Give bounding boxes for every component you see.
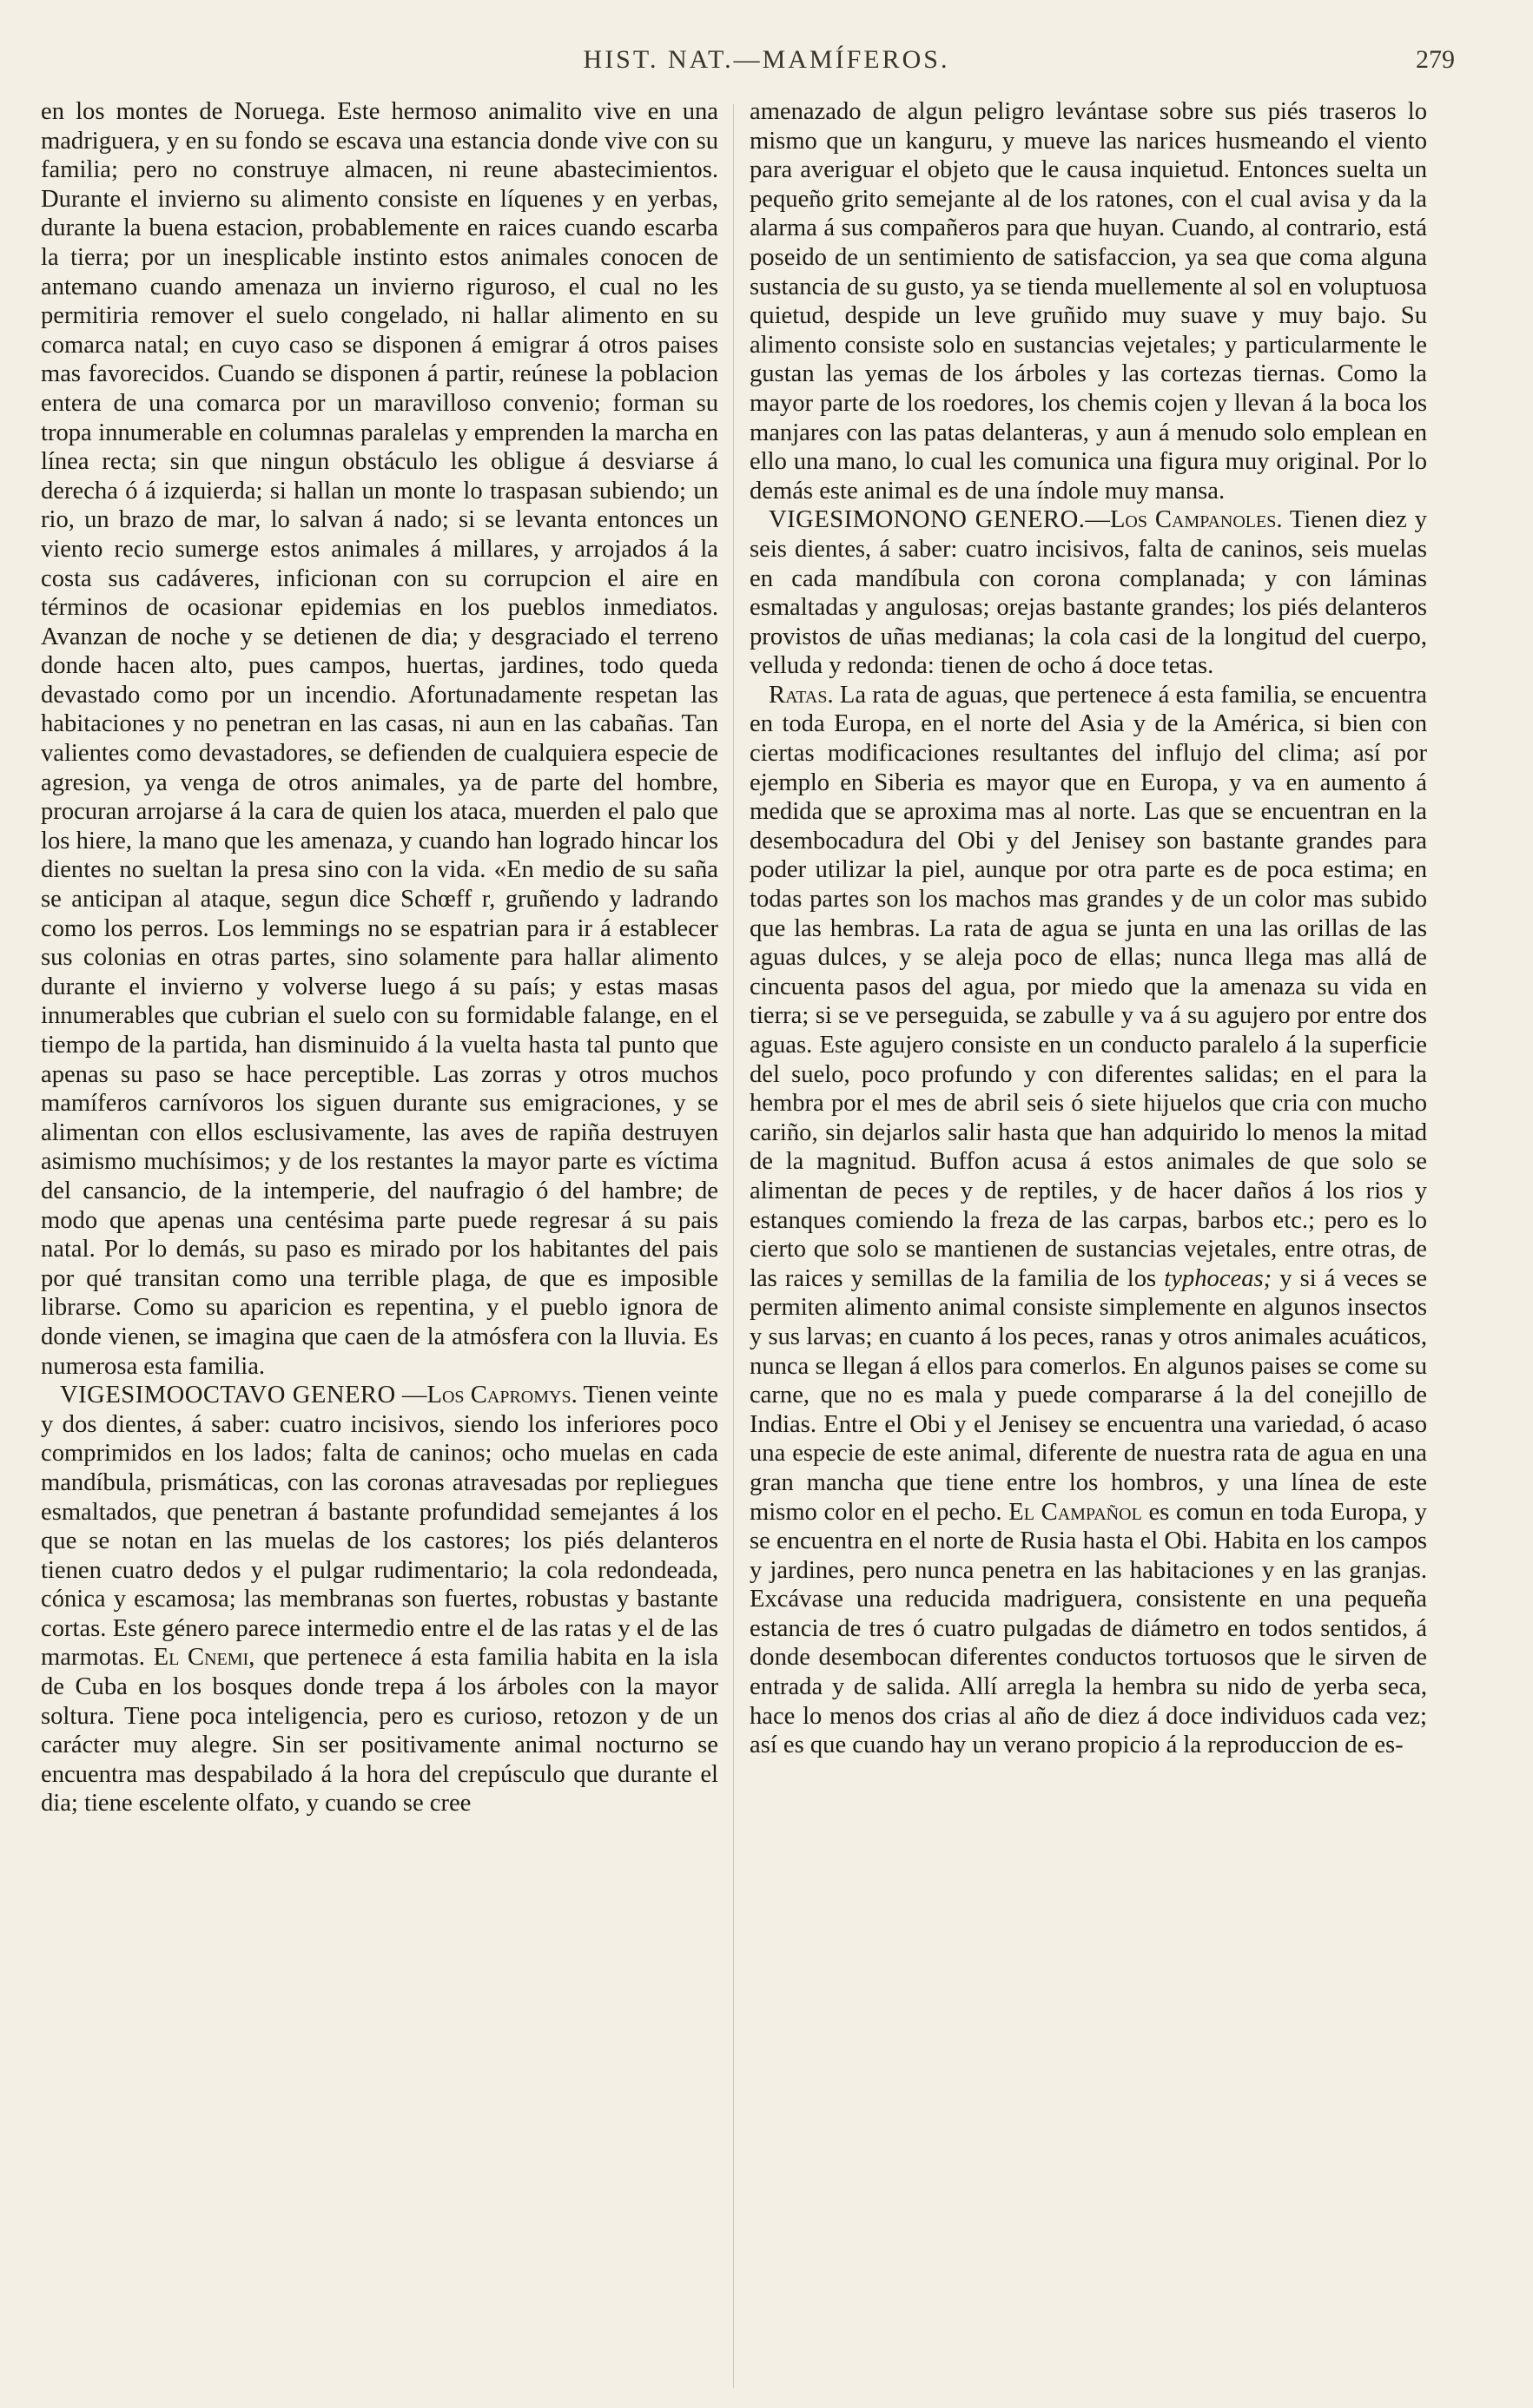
campanol-text: es comun en toda Europa, y se encuentra en el norte de Rusia hasta el Obi. Habita en los campos y jardines, pero nunca penetra en las habitaciones y en las granjas. Excávase una reducida madriguera, consistente en una pequeña estancia de tres ó cuatro pulgadas de diámetro en todos sentidos, á donde desembocan diferentes conductos tortuosos que le sirven de entrada y de salida. Allí arregla la hembra su nido de yerba seca, hace lo menos dos crias al año de diez á doce individuos cada vez; así es que cuando hay un verano propicio á la reproduccion de es- <box>750 1498 1427 1759</box>
left-column <box>41 97 718 1818</box>
genus-29-paragraph: VIGESIMONONO GENERO.—Los Campanoles. Tienen diez y seis dientes, á saber: cuatro incisivos, falta de caninos, seis muelas en cada mandíbula con corona complanada; y con láminas esmaltadas y angulosas; orejas bastante grandes; los piés delanteros provistos de uñas medianas; la cola casi de la longitud del cuerpo, velluda y redonda: tienen de ocho á doce tetas. <box>750 506 1427 680</box>
campanol-name: El Campañol <box>1008 1498 1142 1526</box>
genus-29-name: Los Campanoles. <box>1109 506 1283 534</box>
lemming-paragraph: en los montes de Noruega. Este hermoso animalito vive en una madriguera, y en su fondo se escava una estancia donde vive con su familia; pero no construye almacen, ni reune abastecimientos. Durante el invierno su alimento consiste en líquenes y en yerbas, durante la buena estacion, probablemente en raices cuando escarba la tierra; por un inesplicable instinto estos animales conocen de antemano cuando amenaza un invierno riguroso, el cual no les permitiria remover el suelo congelado, ni hallar alimento en su comarca natal; en cuyo caso se disponen á emigrar á otros paises mas favorecidos. Cuando se disponen á partir, reúnese la poblacion entera de una comarca por un maravilloso convenio; forman su tropa innumerable en columnas paralelas y emprenden la marcha en línea recta; sin que ningun obstáculo les obligue á desviarse á derecha ó á izquierda; si hallan un monte lo traspasan subiendo; un rio, un brazo de mar, lo salvan á nado; si se levanta entonces un viento recio sumerge estos animales á millares, y arrojados á la costa sus cadáveres, inficionan con su corrupcion el aire en términos de ocasionar epidemias en los pueblos inmediatos. Avanzan de noche y se detienen de dia; y desgraciado el terreno donde hacen alto, pues campos, huertas, jardines, todo queda devastado como por un incendio. Afortunadamente respetan las habitaciones y no penetran en las casas, ni aun en las cabañas. Tan valientes como devastadores, se defienden de cualquiera especie de agresion, ya venga de otros animales, ya de parte del hombre, procuran arrojarse á la cara de quien los ataca, muerden el palo que los hiere, la mano que les amenaza, y cuando han logrado hincar los dientes no sueltan la presa sino con la vida. «En medio de su saña se anticipan al ataque, segun dice Schœff r, gruñendo y ladrando como los perros. Los lemmings no se espatrian para ir á establecer sus colonias en otras partes, sino solamente para hallar alimento durante el invierno y volverse luego á su país; y estas masas innumerables que cubrian el suelo con su formidable falange, en el tiempo de la partida, han disminuido á la vuelta hasta tal punto que apenas su paso se hace perceptible. Las zorras y otros muchos mamíferos carnívoros los siguen durante sus emigraciones, y se alimentan con ellos esclusivamente, las aves de rapiña destruyen asimismo muchísimos; y de los restantes la mayor parte es víctima del cansancio, de la intemperie, del naufragio ó del hambre; de modo que apenas una centésima parte puede regresar á su pais natal. Por lo demás, su paso es mirado por los habitantes del pais por qué transitan como una terrible plaga, de que es imposible librarse. Como su aparicion es repentina, y el pueblo ignora de donde vienen, se imagina que caen de la atmósfera con la lluvia. Es numerosa esta familia. <box>41 98 718 1380</box>
genus-28-heading: VIGESIMOOCTAVO GENERO <box>60 1382 396 1409</box>
genus-29-heading: VIGESIMONONO GENERO. <box>769 506 1086 534</box>
ratas-text: La rata de aguas, que pertenece á esta familia, se encuentra en toda Europa, en el norte del Asia y de la América, si bien con ciertas modificaciones resultantes del influjo del clima; así por ejemplo en Siberia es mayor que en Europa, y va en aumento á medida que se aproxima mas al norte. Las que se encuentran en la desembocadura del Obi y del Jenisey son bastante grandes para poder utilizar la piel, aunque por otra parte es de poca estima; en todas partes son los machos mas grandes y de un color mas subido que las hembras. La rata de agua se junta en una las orillas de las aguas dulces, y se aleja poco de ellas; nunca llega mas allá de cincuenta pasos del agua, por miedo que la amenaza su vida en tierra; si se ve perseguida, se zabulle y va á su agujero por entre dos aguas. Este agujero consiste en un conducto paralelo á la superficie del suelo, poco profundo y con diferentes salidas; en el para la hembra por el mes de abril seis ó siete hijuelos que cria con mucho cariño, sin dejarlos salir hasta que han adquirido lo menos la mitad de la magnitud. Buffon acusa á estos animales de que solo se alimentan de peces y de reptiles, y de hacer daños á los rios y estanques comiendo la freza de las carpas, barbos etc.; pero es lo cierto que solo se mantienen de sustancias vejetales, entre otras, de las raices y semillas de la familia de los <box>750 681 1427 1292</box>
cnemi-continued-paragraph: amenazado de algun peligro levántase sobre sus piés traseros lo mismo que un kanguru, y mueve las narices husmeando el viento para averiguar el objeto que le causa inquietud. Entonces suelta un pequeño grito semejante al de los ratones, con el cual avisa y da la alarma á sus compañeros para que huyan. Cuando, al contrario, está poseido de un sentimiento de satisfaccion, ya sea que coma alguna sustancia de su gusto, ya se tienda muellemente al sol en voluptuosa quietud, despide un leve gruñido muy suave y muy bajo. Su alimento consiste solo en sustancias vejetales; y particularmente le gustan las yemas de los árboles y las cortezas tiernas. Como la mayor parte de los roedores, los chemis cojen y llevan á la boca los manjares con las patas delanteras, y aun á menudo solo emplean en ello una mano, lo cual les comunica una figura muy original. Por lo demás este animal es de una índole muy mansa. <box>750 98 1427 505</box>
right-column <box>750 97 1427 1760</box>
ratas-italic-term: typhoceas; <box>1164 1264 1272 1292</box>
genus-28-text: Tienen veinte y dos dientes, á saber: cuatro incisivos, siendo los inferiores poco comprimidos en los lados; falta de caninos; ocho muelas en cada mandíbula, prismáticas, con las coronas atravesadas por repliegues esmaltados, que penetran á bastante profundidad semejantes á los que se notan en las muelas de los castores; los piés delanteros tienen cuatro dedos y el pulgar rudimentario; la cola redondeada, cónica y escamosa; las membranas son fuertes, robustas y bastante cortas. Este género parece intermedio entre el de las ratas y el de las marmotas. <box>41 1382 718 1672</box>
ratas-paragraph <box>750 681 1427 1760</box>
column-divider <box>733 104 734 2388</box>
ratas-name: Ratas. <box>769 681 834 709</box>
cnemi-name: El Cnemi, <box>153 1644 255 1672</box>
genus-28-name: Los Capromys. <box>426 1382 578 1409</box>
running-title: HIST. NAT.—MAMÍFEROS. <box>583 45 950 74</box>
page-number: 279 <box>1416 45 1455 74</box>
cnemi-text: que pertenece á esta familia habita en la isla de Cuba en los bosques donde trepa á los árboles con la mayor soltura. Tiene poca inteligencia, pero es curioso, retozon y de un carácter muy alegre. Sin ser positivamente animal nocturno se encuentra mas despabilado á la hora del crepúsculo que durante el dia; tiene escelente olfato, y cuando se cree <box>41 1644 719 1818</box>
genus-28-paragraph: VIGESIMOOCTAVO GENERO —Los Capromys. Tienen veinte y dos dientes, á saber: cuatro incisivos, siendo los inferiores poco comprimidos en los lados; falta de caninos; ocho muelas en cada mandíbula, prismáticas, con las coronas atravesadas por repliegues esmaltados, que penetran á bastante profundidad semejantes á los que se notan en las muelas de los castores; los piés delanteros tienen cuatro dedos y el pulgar rudimentario; la cola redondeada, cónica y escamosa; las membranas son fuertes, robustas y bastante cortas. Este género parece intermedio entre el de las ratas y el de las marmotas. El Cnemi, que pertenece á esta familia habita en la isla de Cuba en los bosques donde trepa á los árboles con la mayor soltura. Tiene poca inteligencia, pero es curioso, retozon y de un carácter muy alegre. Sin ser positivamente animal nocturno se encuentra mas despabilado á la hora del crepúsculo que durante el dia; tiene escelente olfato, y cuando se cree <box>41 1382 719 1818</box>
ratas-text-2: y si á veces se permiten alimento animal consiste simplemente en algunos insectos y sus larvas; en cuanto á los peces, ranas y otros animales acuáticos, nunca se llegan á ellos para comerlos. En algunos paises se come su carne, que no es mala y puede compararse á la del conejillo de Indias. Entre el Obi y el Jenisey se encuentra una variedad, ó acaso una especie de este animal, diferente de nuestra rata de agua en una gran mancha que tiene entre los hombros, y una línea de este mismo color en el pecho. <box>750 1264 1428 1526</box>
genus-29-text: Tienen diez y seis dientes, á saber: cuatro incisivos, falta de caninos, seis muelas en cada mandíbula con corona complanada; y con láminas esmaltadas y angulosas; orejas bastante grandes; los piés delanteros provistos de uñas medianas; la cola casi de la longitud del cuerpo, velluda y redonda: tienen de ocho á doce tetas. <box>750 506 1427 680</box>
